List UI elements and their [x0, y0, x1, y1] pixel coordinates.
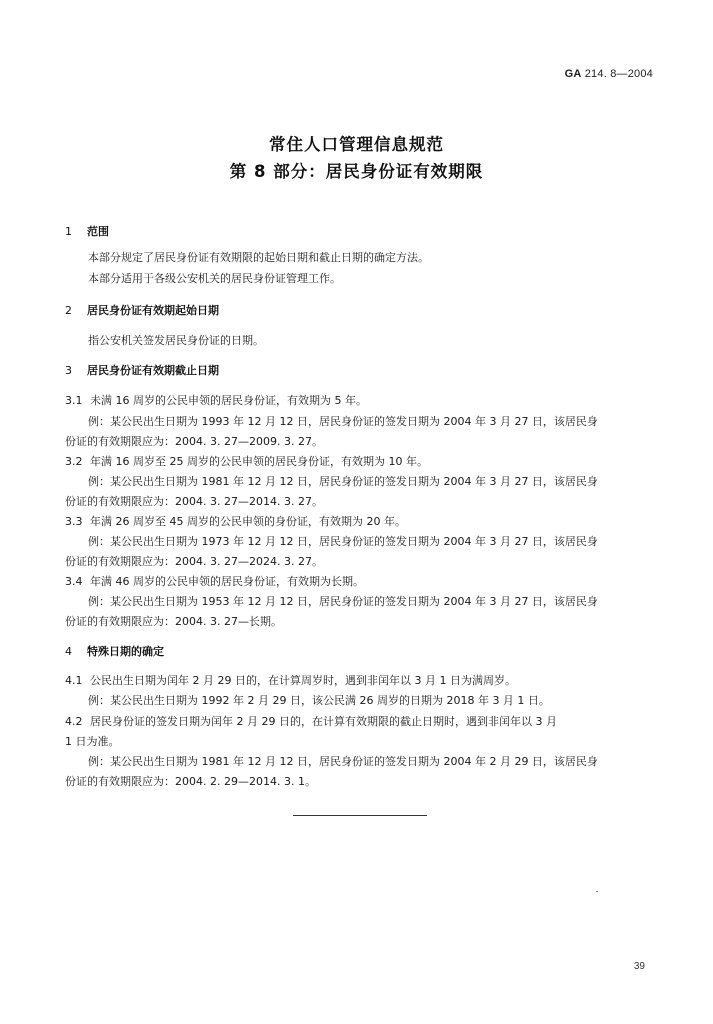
- clause: 3.1 未满 16 周岁的公民申领的居民身份证，有效期为 5 年。: [65, 394, 367, 407]
- section-heading: 4 特殊日期的确定: [65, 645, 164, 658]
- clause: 3.4 年满 46 周岁的公民申领的居民身份证，有效期为长期。: [65, 575, 364, 588]
- document-title: 常住人口管理信息规范: [269, 135, 444, 154]
- example-line: 份证的有效期限应为：2004. 3. 27—2014. 3. 27。: [65, 495, 323, 508]
- section-heading: 3 居民身份证有效期截止日期: [65, 364, 219, 377]
- example-line: 例：某公民出生日期为 1981 年 12 月 12 日，居民身份证的签发日期为 2004 年 2 月 29 日，该居民身: [88, 755, 598, 768]
- example-line: 份证的有效期限应为：2004. 3. 27—长期。: [65, 615, 282, 628]
- end-divider: [293, 815, 427, 816]
- example-line: 份证的有效期限应为：2004. 3. 27—2009. 3. 27。: [65, 435, 323, 448]
- example-line: 例：某公民出生日期为 1973 年 12 月 12 日，居民身份证的签发日期为 2004 年 3 月 27 日，该居民身: [88, 535, 598, 548]
- example-line: 份证的有效期限应为：2004. 2. 29—2014. 3. 1。: [65, 775, 316, 788]
- example-line: 份证的有效期限应为：2004. 3. 27—2024. 3. 27。: [65, 555, 323, 568]
- clause: 4.2 居民身份证的签发日期为闰年 2 月 29 日的，在计算有效期限的截止日期时，遇到非闰年以 3 月: [65, 715, 557, 728]
- clause: 3.3 年满 26 周岁至 45 周岁的公民申领的身份证，有效期为 20 年。: [65, 515, 406, 528]
- standard-code: GA 214. 8—2004: [564, 68, 653, 80]
- page-number: 39: [633, 961, 645, 972]
- example-line: 例：某公民出生日期为 1981 年 12 月 12 日，居民身份证的签发日期为 2004 年 3 月 27 日，该居民身: [88, 475, 598, 488]
- example-line: 例：某公民出生日期为 1953 年 12 月 12 日，居民身份证的签发日期为 2004 年 3 月 27 日，该居民身: [88, 595, 598, 608]
- scan-speck: [596, 891, 598, 892]
- paragraph: 本部分规定了居民身份证有效期限的起始日期和截止日期的确定方法。: [88, 251, 429, 264]
- section-heading: 1 范围: [65, 225, 109, 238]
- paragraph: 指公安机关签发居民身份证的日期。: [88, 334, 264, 347]
- clause: 3.2 年满 16 周岁至 25 周岁的公民申领的居民身份证，有效期为 10 年。: [65, 455, 428, 468]
- example-line: 例：某公民出生日期为 1992 年 2 月 29 日，该公民满 26 周岁的日期为 2018 年 3 月 1 日。: [88, 694, 550, 707]
- document-subtitle: 第 8 部分：居民身份证有效期限: [229, 162, 484, 181]
- paragraph: 本部分适用于各级公安机关的居民身份证管理工作。: [88, 272, 341, 285]
- clause: 4.1 公民出生日期为闰年 2 月 29 日的，在计算周岁时，遇到非闰年以 3 月 1 日为满周岁。: [65, 674, 516, 687]
- clause-continuation: 1 日为准。: [65, 735, 120, 748]
- section-heading: 2 居民身份证有效期起始日期: [65, 304, 219, 317]
- example-line: 例：某公民出生日期为 1993 年 12 月 12 日，居民身份证的签发日期为 2004 年 3 月 27 日，该居民身: [88, 415, 598, 428]
